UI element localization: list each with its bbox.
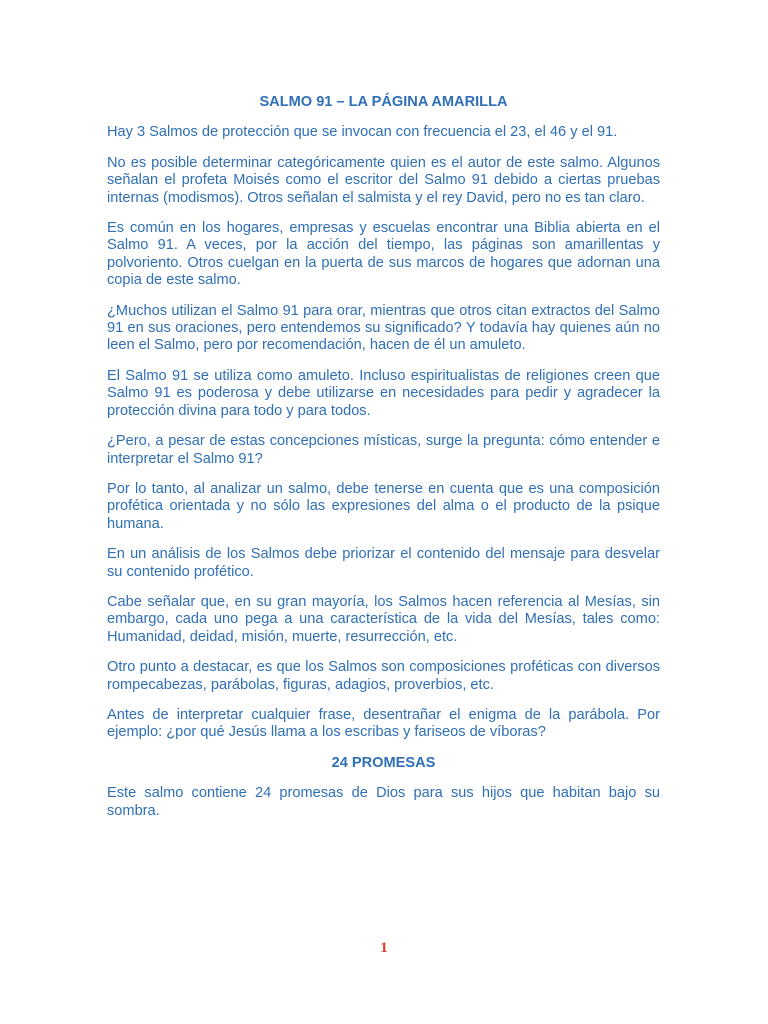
paragraph-11: Antes de interpretar cualquier frase, desentrañar el enigma de la parábola. Por ejemplo: ¿por qué Jesús llama a los escribas y fariseos de víboras? xyxy=(107,706,660,741)
paragraph-6: ¿Pero, a pesar de estas concepciones místicas, surge la pregunta: cómo entender e interpretar el Salmo 91? xyxy=(107,433,660,467)
paragraph-8: En un análisis de los Salmos debe priorizar el contenido del mensaje para desvelar su contenido profético. xyxy=(107,546,660,580)
paragraph-7: Por lo tanto, al analizar un salmo, debe tenerse en cuenta que es una composición profética orientada y no sólo las expresiones del alma o el producto de la psique humana. xyxy=(107,480,660,532)
paragraph-2: No es posible determinar categóricamente quien es el autor de este salmo. Algunos señalan el profeta Moisés como el escritor del Salmo 91 debido a ciertas pruebas internas (modismos). Otros señalan el salmista y el rey David, pero no es tan claro. xyxy=(107,154,660,206)
page-number: 1 xyxy=(380,940,388,956)
paragraph-10: Otro punto a destacar, es que los Salmos son composiciones proféticas con diversos rompecabezas, parábolas, figuras, adagios, proverbios, etc. xyxy=(107,659,660,693)
paragraph-3: Es común en los hogares, empresas y escuelas encontrar una Biblia abierta en el Salmo 91. A veces, por la acción del tiempo, las páginas son amarillentas y polvoriento. Otros cuelgan en la puerta de sus marcos de hogares que adornan una copia de este salmo. xyxy=(107,220,660,289)
document-title: SALMO 91 – LA PÁGINA AMARILLA xyxy=(259,94,508,110)
paragraph-4: ¿Muchos utilizan el Salmo 91 para orar, mientras que otros citan extractos del Salmo 91 en sus oraciones, pero entendemos su significado? Y todavía hay quienes aún no leen el Salmo, pero por recomendación, hacen de él un amuleto. xyxy=(107,302,660,354)
paragraph-1: Hay 3 Salmos de protección que se invocan con frecuencia el 23, el 46 y el 91. xyxy=(107,124,618,141)
section-heading: 24 PROMESAS xyxy=(331,754,436,771)
document-page xyxy=(107,94,660,833)
closing-paragraph: Este salmo contiene 24 promesas de Dios para sus hijos que habitan bajo su sombra. xyxy=(107,785,660,819)
paragraph-5: El Salmo 91 se utiliza como amuleto. Incluso espiritualistas de religiones creen que Salmo 91 es poderosa y debe utilizarse en necesidades para pedir y agradecer la protección divina para todo y para todos. xyxy=(107,367,660,419)
paragraph-9: Cabe señalar que, en su gran mayoría, los Salmos hacen referencia al Mesías, sin embargo, cada uno pega a una característica de la vida del Mesías, tales como: Humanidad, deidad, misión, muerte, resurrección, etc. xyxy=(107,593,660,645)
